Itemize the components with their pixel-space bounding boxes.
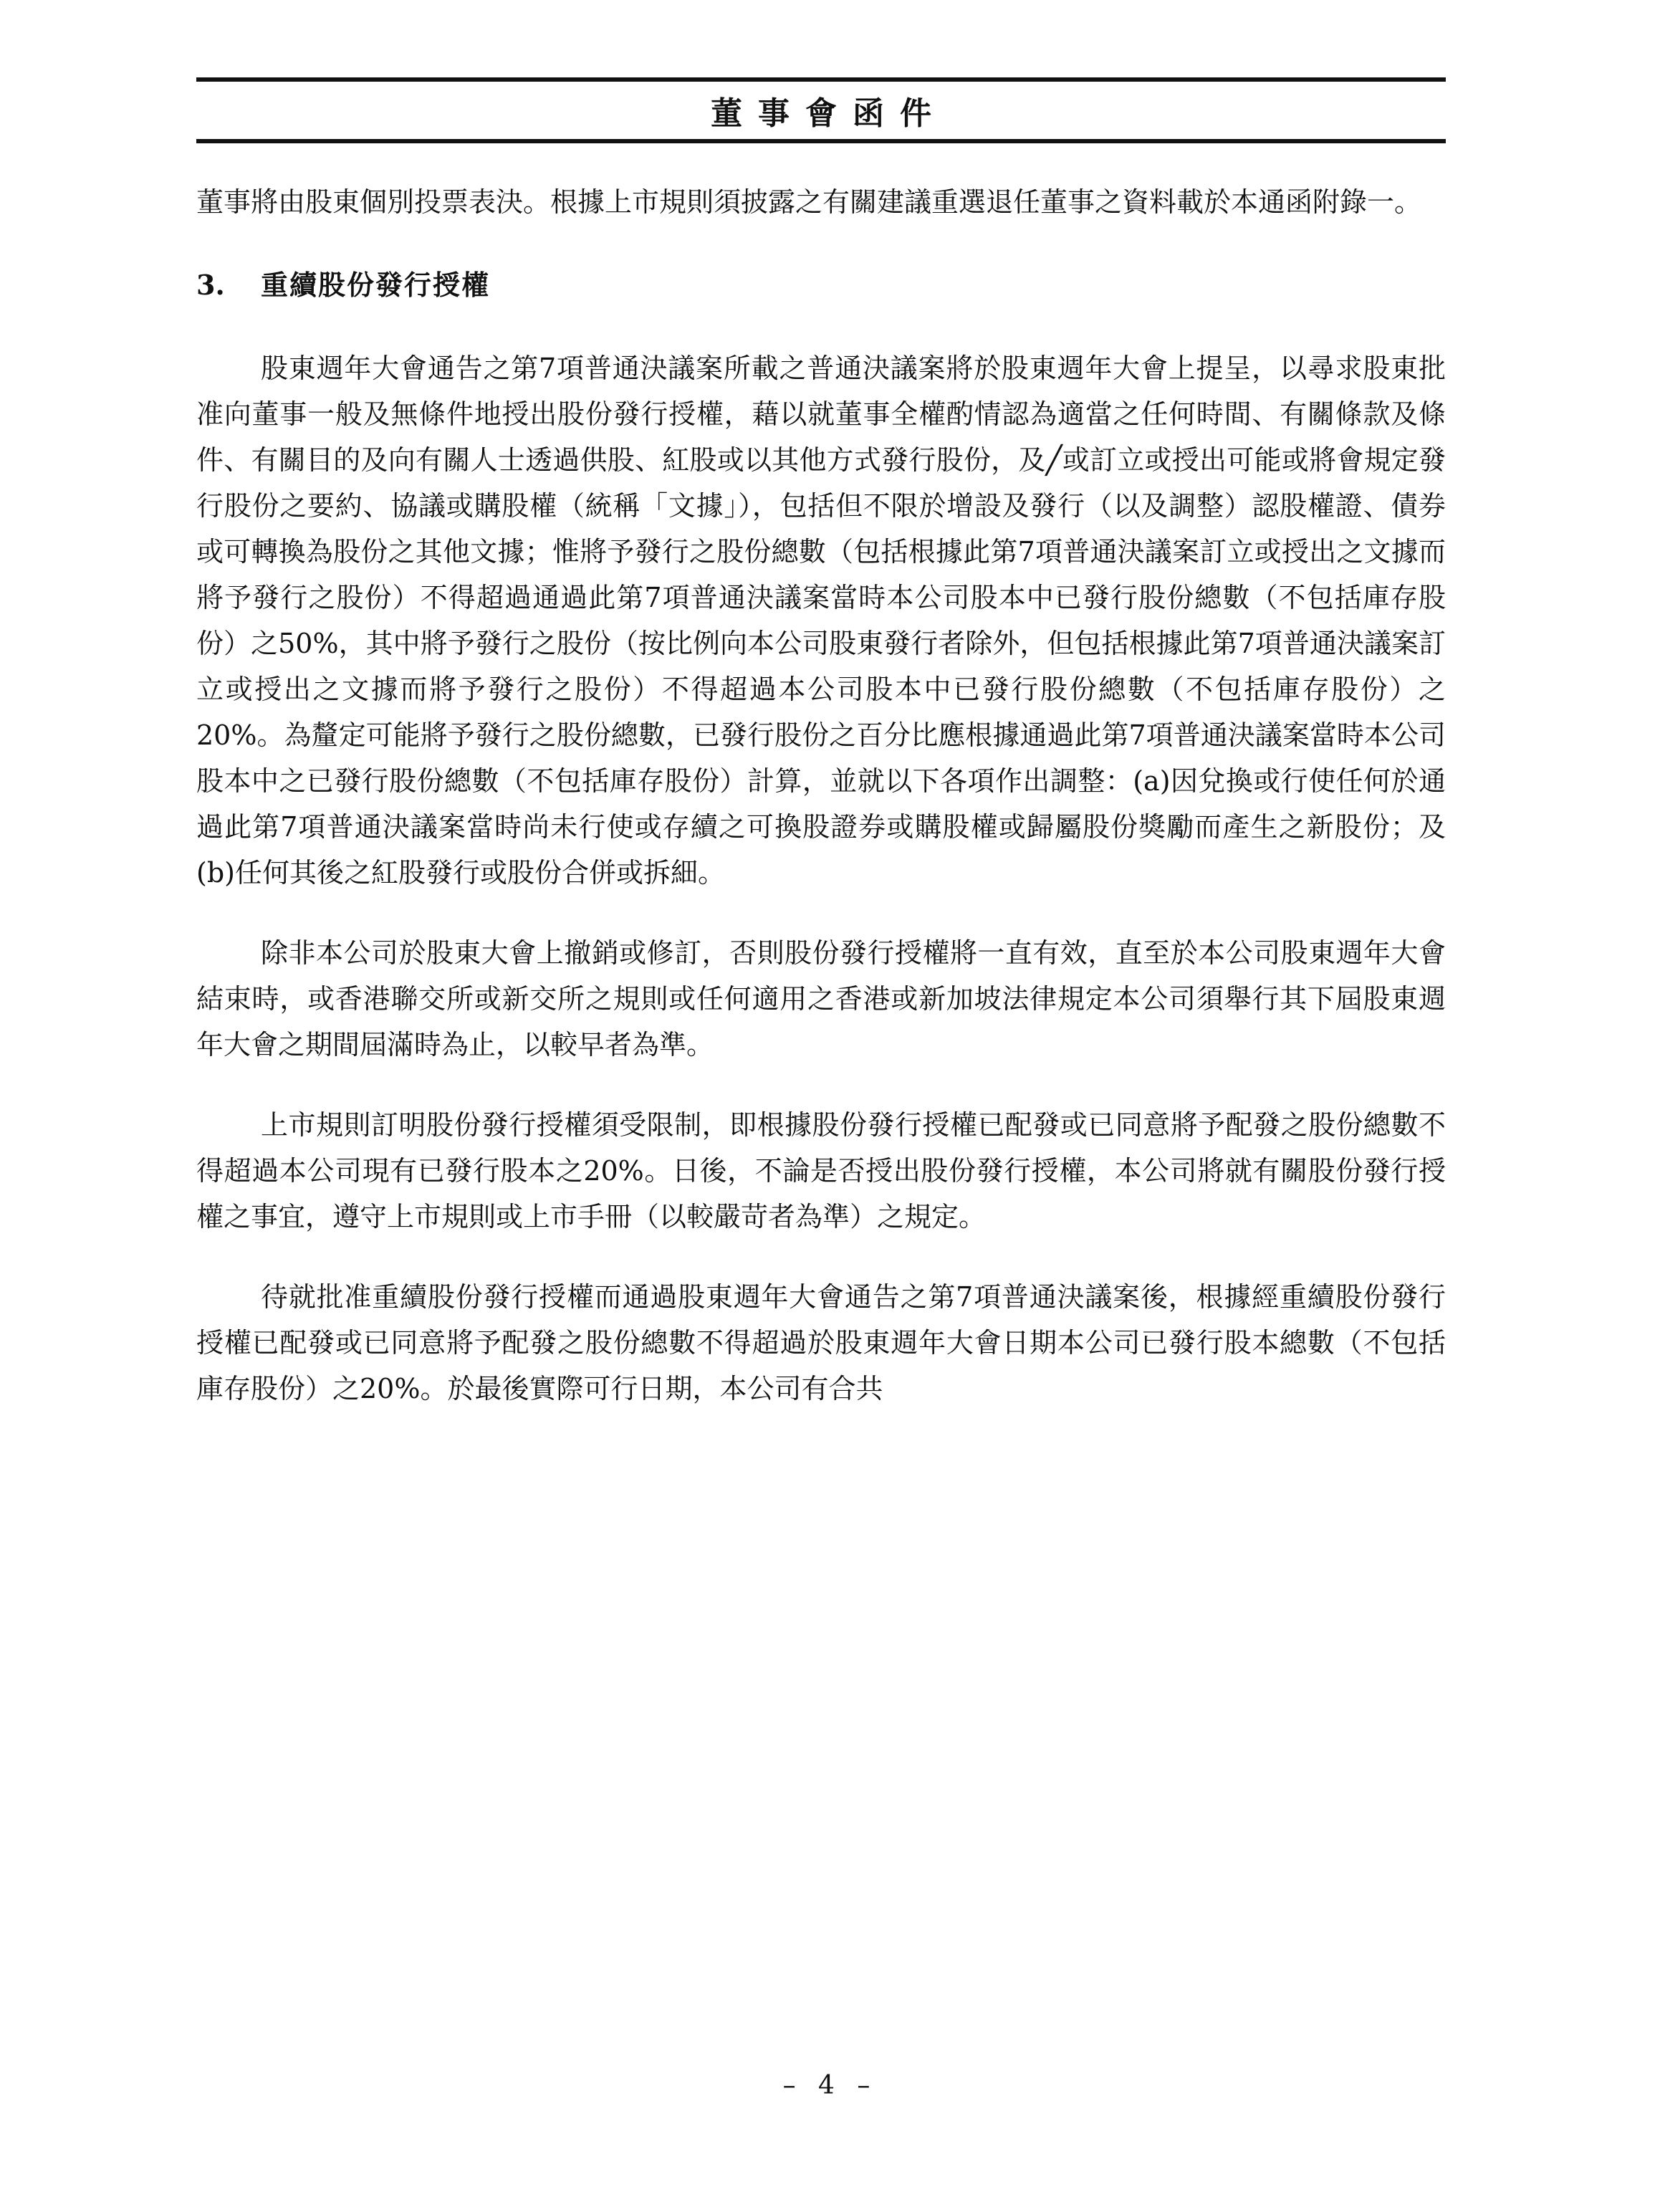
page-title: 董事會函件 bbox=[711, 95, 947, 132]
paragraph-renewal: 待就批准重續股份發行授權而通過股東週年大會通告之第7項普通決議案後，根據經重續股份發行授權已配發或已同意將予配發之股份總數不得超過於股東週年大會日期本公司已發行股本總數（不包括庫存股份）之20%。於最後實際可行日期，本公司有合共 bbox=[196, 1281, 1446, 1404]
paragraph-validity: 除非本公司於股東大會上撤銷或修訂，否則股份發行授權將一直有效，直至於本公司股東週年大會結束時，或香港聯交所或新交所之規則或任何適用之香港或新加坡法律規定本公司須舉行其下屆股東週年大會之期間屆滿時為止，以較早者為準。 bbox=[196, 937, 1446, 1060]
section-number: 3. bbox=[196, 269, 225, 301]
document-body bbox=[196, 179, 1446, 1412]
page-number: – 4 – bbox=[782, 2071, 878, 2100]
paragraph-issue-mandate: 股東週年大會通告之第7項普通決議案所載之普通決議案將於股東週年大會上提呈，以尋求股東批准向董事一般及無條件地授出股份發行授權，藉以就董事全權酌情認為適當之任何時間、有關條款及條件、有關目的及向有關人士透過供股、紅股或以其他方式發行股份，及╱或訂立或授出可能或將會規定發行股份之要約、協議或購股權（統稱「文據」），包括但不限於增設及發行（以及調整）認股權證、債券或可轉換為股份之其他文據；惟將予發行之股份總數（包括根據此第7項普通決議案訂立或授出之文據而將予發行之股份）不得超過通過此第7項普通決議案當時本公司股本中已發行股份總數（不包括庫存股份）之50%，其中將予發行之股份（按比例向本公司股東發行者除外，但包括根據此第7項普通決議案訂立或授出之文據而將予發行之股份）不得超過本公司股本中已發行股份總數（不包括庫存股份）之20%。為釐定可能將予發行之股份總數，已發行股份之百分比應根據通過此第7項普通決議案當時本公司股本中之已發行股份總數（不包括庫存股份）計算，並就以下各項作出調整：(a)因兌換或行使任何於通過此第7項普通決議案當時尚未行使或存續之可換股證券或購股權或歸屬股份獎勵而產生之新股份；及(b)任何其後之紅股發行或股份合併或拆細。 bbox=[196, 353, 1446, 889]
section-heading bbox=[196, 262, 1446, 308]
intro-paragraph: 董事將由股東個別投票表決。根據上市規則須披露之有關建議重選退任董事之資料載於本通函附錄一。 bbox=[196, 186, 1422, 218]
section-title: 重續股份發行授權 bbox=[261, 269, 491, 301]
paragraph-listing-rules: 上市規則訂明股份發行授權須受限制，即根據股份發行授權已配發或已同意將予配發之股份總數不得超過本公司現有已發行股本之20%。日後，不論是否授出股份發行授權，本公司將就有關股份發行授權之事宜，遵守上市規則或上市手冊（以較嚴苛者為準）之規定。 bbox=[196, 1109, 1446, 1232]
page-header bbox=[196, 77, 1446, 143]
